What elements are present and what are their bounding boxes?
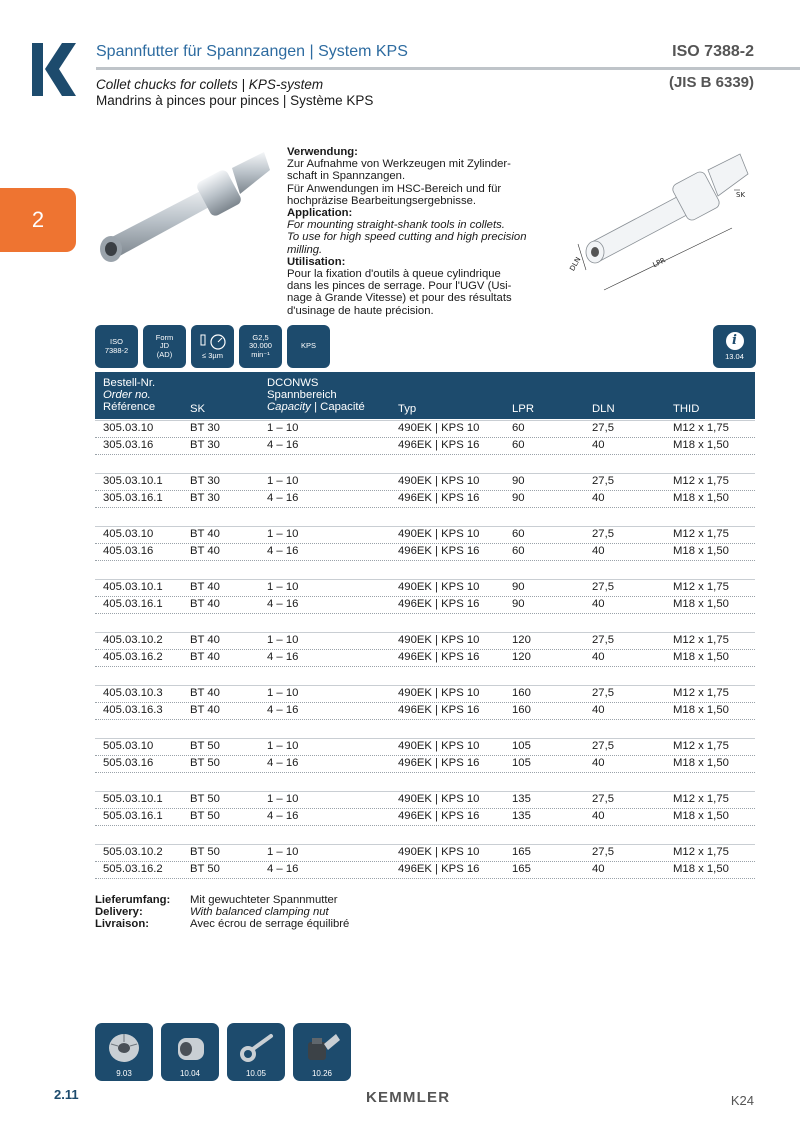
table-row[interactable] [95, 633, 755, 650]
thread-cell: M18 x 1,50 [673, 704, 729, 716]
table-row-group [95, 685, 755, 720]
lpr-cell: 135 [512, 810, 531, 822]
dln-cell: 27,5 [592, 687, 614, 699]
table-row-group [95, 526, 755, 561]
table-row-group [95, 579, 755, 614]
icon-label: JD [159, 341, 170, 351]
thread-cell: M18 x 1,50 [673, 651, 729, 663]
order-number-cell: 505.03.10.2 [103, 846, 163, 858]
order-number-cell: 305.03.16 [103, 439, 154, 451]
feature-icon-row [95, 325, 330, 368]
delivery-label-fr: Livraison: [95, 918, 149, 930]
thread-cell: M12 x 1,75 [673, 634, 729, 646]
collet-type-cell: 490EK | KPS 10 [398, 581, 480, 593]
usage-heading-fr: Utilisation: [287, 255, 346, 268]
clamping-nut-accessory[interactable] [161, 1023, 219, 1081]
page-title: Spannfutter für Spannzangen | System KPS [96, 43, 408, 60]
table-row[interactable] [95, 862, 755, 879]
wrench-accessory[interactable] [227, 1023, 285, 1081]
lpr-cell: 160 [512, 687, 531, 699]
chapter-tab[interactable]: 2 [0, 188, 76, 252]
dln-cell: 40 [592, 651, 605, 663]
sk-cell: BT 30 [190, 492, 220, 504]
header-cap-de: Spannbereich [267, 389, 337, 401]
dln-cell: 40 [592, 545, 605, 557]
accessory-label: 10.04 [179, 1069, 201, 1078]
header-rule [96, 67, 800, 70]
order-number-cell: 405.03.16.2 [103, 651, 163, 663]
sk-cell: BT 50 [190, 740, 220, 752]
order-number-cell: 405.03.16 [103, 545, 154, 557]
table-row[interactable] [95, 491, 755, 508]
lpr-cell: 90 [512, 475, 525, 487]
delivery-value-fr: Avec écrou de serrage équilibré [190, 918, 350, 930]
table-row-group [95, 473, 755, 508]
sk-cell: BT 30 [190, 439, 220, 451]
standard-label: ISO 7388-2 [672, 43, 754, 60]
dln-cell: 40 [592, 492, 605, 504]
header-cap-en: Capacity [267, 401, 311, 413]
lpr-cell: 105 [512, 740, 531, 752]
header-typ: Typ [398, 403, 417, 415]
table-row[interactable] [95, 580, 755, 597]
usage-line-fr: dans les pinces de serrage. Pour l'UGV (Usi- [287, 280, 512, 293]
dln-cell: 27,5 [592, 740, 614, 752]
usage-line-fr: Pour la fixation d'outils à queue cylindrique [287, 268, 501, 281]
icon-label: min⁻¹ [251, 349, 270, 359]
usage-line-de: Zur Aufnahme von Werkzeugen mit Zylinder- [287, 158, 511, 171]
icon-label: ≤ 3µm [202, 351, 223, 361]
capacity-cell: 4 – 16 [267, 704, 299, 716]
thread-cell: M18 x 1,50 [673, 810, 729, 822]
header-thid: THID [673, 403, 700, 415]
icon-label: 7388-2 [104, 345, 129, 355]
dln-cell: 27,5 [592, 422, 614, 434]
capacity-cell: 1 – 10 [267, 422, 299, 434]
accessory-label: 10.05 [245, 1069, 267, 1078]
thread-cell: M18 x 1,50 [673, 757, 729, 769]
table-row-group [95, 632, 755, 667]
thread-cell: M12 x 1,75 [673, 793, 729, 805]
wrench-icon [236, 1030, 276, 1066]
balance-icon [239, 325, 282, 368]
collet-type-cell: 490EK | KPS 10 [398, 422, 480, 434]
dln-cell: 40 [592, 598, 605, 610]
table-row[interactable] [95, 792, 755, 809]
dial-gauge-icon [199, 332, 227, 352]
kps-icon [287, 325, 330, 368]
table-row[interactable] [95, 544, 755, 561]
product-table [95, 420, 755, 897]
order-number-cell: 305.03.10 [103, 422, 154, 434]
collet-type-cell: 490EK | KPS 10 [398, 634, 480, 646]
table-row[interactable] [95, 809, 755, 826]
collet-type-cell: 496EK | KPS 16 [398, 704, 480, 716]
sk-cell: BT 40 [190, 581, 220, 593]
capacity-cell: 1 – 10 [267, 581, 299, 593]
collet-type-cell: 496EK | KPS 16 [398, 810, 480, 822]
dln-cell: 27,5 [592, 793, 614, 805]
usage-line-de: schaft in Spannzangen. [287, 170, 406, 183]
drawing-label-dln: DLN [568, 255, 583, 273]
brand-name: KEMMLER [366, 1089, 451, 1106]
runout-icon [191, 325, 234, 368]
sk-cell: BT 40 [190, 545, 220, 557]
capacity-cell: 4 – 16 [267, 757, 299, 769]
description-block [287, 146, 557, 317]
collet-type-cell: 490EK | KPS 10 [398, 740, 480, 752]
thread-cell: M18 x 1,50 [673, 492, 729, 504]
usage-line-fr: nage à Grande Vitesse) et pour des résultats [287, 292, 512, 305]
thread-cell: M12 x 1,75 [673, 846, 729, 858]
page-number: 2.11 [54, 1087, 79, 1102]
info-icon[interactable] [713, 325, 756, 368]
lpr-cell: 105 [512, 757, 531, 769]
header-cap-code: DCONWS [267, 377, 319, 389]
table-row-group [95, 420, 755, 455]
collet-type-cell: 490EK | KPS 10 [398, 687, 480, 699]
collet-type-cell: 496EK | KPS 16 [398, 545, 480, 557]
capacity-cell: 4 – 16 [267, 598, 299, 610]
sk-cell: BT 40 [190, 704, 220, 716]
header-cap-fr: | Capacité [310, 401, 365, 413]
clamping-nut-icon [170, 1030, 210, 1066]
lpr-cell: 165 [512, 846, 531, 858]
table-row[interactable] [95, 597, 755, 614]
lpr-cell: 165 [512, 863, 531, 875]
table-row[interactable] [95, 845, 755, 862]
accessory-row [95, 1023, 351, 1081]
order-number-cell: 405.03.10.3 [103, 687, 163, 699]
info-icon-label: 13.04 [725, 352, 744, 361]
capacity-cell: 1 – 10 [267, 687, 299, 699]
table-row-group [95, 791, 755, 826]
sk-cell: BT 50 [190, 757, 220, 769]
capacity-cell: 4 – 16 [267, 651, 299, 663]
thread-cell: M12 x 1,75 [673, 475, 729, 487]
order-number-cell: 505.03.16.2 [103, 863, 163, 875]
sk-cell: BT 50 [190, 846, 220, 858]
usage-line-de: Für Anwendungen im HSC-Bereich und für [287, 182, 502, 195]
table-row[interactable] [95, 438, 755, 455]
capacity-cell: 1 – 10 [267, 528, 299, 540]
sk-cell: BT 40 [190, 651, 220, 663]
table-row[interactable] [95, 686, 755, 703]
assembly-device-icon [302, 1030, 342, 1066]
sk-cell: BT 30 [190, 475, 220, 487]
order-number-cell: 405.03.16.3 [103, 704, 163, 716]
thread-cell: M12 x 1,75 [673, 528, 729, 540]
standard-alt-label: (JIS B 6339) [668, 74, 754, 91]
header-ref-de: Bestell-Nr. [103, 377, 156, 389]
lpr-cell: 160 [512, 704, 531, 716]
dln-cell: 40 [592, 810, 605, 822]
accessory-label: 9.03 [116, 1069, 132, 1078]
capacity-cell: 4 – 16 [267, 492, 299, 504]
order-number-cell: 405.03.16.1 [103, 598, 163, 610]
info-glyph-icon: i [726, 332, 744, 350]
table-row[interactable] [95, 421, 755, 438]
dln-cell: 40 [592, 863, 605, 875]
collet-accessory[interactable] [95, 1023, 153, 1081]
sk-cell: BT 30 [190, 422, 220, 434]
dln-cell: 27,5 [592, 528, 614, 540]
icon-label: (AD) [156, 349, 173, 359]
form-icon [143, 325, 186, 368]
icon-label: Form [155, 332, 174, 342]
header-ref [103, 377, 155, 413]
lpr-cell: 90 [512, 581, 525, 593]
table-row[interactable] [95, 474, 755, 491]
sk-cell: BT 50 [190, 863, 220, 875]
collet-type-cell: 496EK | KPS 16 [398, 492, 480, 504]
order-number-cell: 305.03.16.1 [103, 492, 163, 504]
table-row[interactable] [95, 703, 755, 720]
drawing-label-sk: SK [736, 191, 746, 199]
order-number-cell: 505.03.10.1 [103, 793, 163, 805]
delivery-value-de: Mit gewuchteter Spannmutter [190, 894, 338, 906]
lpr-cell: 120 [512, 651, 531, 663]
capacity-cell: 4 – 16 [267, 810, 299, 822]
collet-type-cell: 490EK | KPS 10 [398, 528, 480, 540]
header-capacity [267, 377, 365, 413]
header-ref-en: Order no. [103, 389, 151, 401]
delivery-label-de: Lieferumfang: [95, 894, 171, 906]
collet-type-cell: 490EK | KPS 10 [398, 793, 480, 805]
collet-type-cell: 496EK | KPS 16 [398, 757, 480, 769]
usage-line-en: For mounting straight-shank tools in collets. [287, 219, 505, 232]
catalog-code: K24 [730, 1093, 754, 1108]
lpr-cell: 60 [512, 528, 525, 540]
thread-cell: M18 x 1,50 [673, 545, 729, 557]
product-photo [94, 148, 274, 270]
kemmler-logo [32, 43, 76, 96]
dln-cell: 40 [592, 757, 605, 769]
delivery-label-en: Delivery: [95, 906, 143, 918]
thread-cell: M12 x 1,75 [673, 422, 729, 434]
header-ref-fr: Référence [103, 401, 156, 413]
icon-label: ISO [110, 337, 123, 346]
sk-cell: BT 50 [190, 810, 220, 822]
drawing-label-lpr: LPR [651, 256, 667, 270]
thread-cell: M12 x 1,75 [673, 740, 729, 752]
sk-cell: BT 50 [190, 793, 220, 805]
header-lpr: LPR [512, 403, 534, 415]
sk-cell: BT 40 [190, 528, 220, 540]
thread-cell: M18 x 1,50 [673, 598, 729, 610]
usage-line-en: To use for high speed cutting and high precision [287, 231, 527, 244]
assembly-device-accessory[interactable] [293, 1023, 351, 1081]
icon-label: 30.000 [249, 341, 272, 351]
dln-cell: 40 [592, 704, 605, 716]
usage-line-fr: d'usinage de haute précision. [287, 304, 434, 317]
dln-cell: 27,5 [592, 634, 614, 646]
capacity-cell: 4 – 16 [267, 439, 299, 451]
icon-label: G2,5 [252, 332, 269, 342]
order-number-cell: 405.03.10.2 [103, 634, 163, 646]
capacity-cell: 1 – 10 [267, 793, 299, 805]
collet-type-cell: 490EK | KPS 10 [398, 475, 480, 487]
icon-label: KPS [300, 341, 316, 351]
table-header [95, 372, 755, 419]
table-row[interactable] [95, 527, 755, 544]
lpr-cell: 90 [512, 492, 525, 504]
header-dln: DLN [592, 403, 615, 415]
lpr-cell: 135 [512, 793, 531, 805]
lpr-cell: 60 [512, 422, 525, 434]
lpr-cell: 120 [512, 634, 531, 646]
order-number-cell: 505.03.10 [103, 740, 154, 752]
order-number-cell: 505.03.16.1 [103, 810, 163, 822]
accessory-label: 10.26 [311, 1069, 333, 1078]
iso-icon [95, 325, 138, 368]
order-number-cell: 405.03.10.1 [103, 581, 163, 593]
table-row[interactable] [95, 756, 755, 773]
dln-cell: 40 [592, 439, 605, 451]
page-title-fr: Mandrins à pinces pour pinces | Système KPS [96, 93, 374, 108]
sk-cell: BT 40 [190, 598, 220, 610]
collet-type-cell: 496EK | KPS 16 [398, 651, 480, 663]
collet-icon [104, 1030, 144, 1066]
technical-drawing [560, 148, 760, 308]
table-row[interactable] [95, 739, 755, 756]
collet-type-cell: 496EK | KPS 16 [398, 439, 480, 451]
dln-cell: 27,5 [592, 846, 614, 858]
order-number-cell: 305.03.10.1 [103, 475, 163, 487]
usage-heading-de: Verwendung: [287, 146, 358, 158]
capacity-cell: 1 – 10 [267, 475, 299, 487]
order-number-cell: 405.03.10 [103, 528, 154, 540]
usage-line-de: hochpräzise Bearbeitungsergebnisse. [287, 194, 477, 207]
header-sk: SK [190, 403, 206, 415]
lpr-cell: 90 [512, 598, 525, 610]
page-title-en: Collet chucks for collets | KPS-system [96, 77, 324, 92]
usage-line-en: milling. [287, 243, 323, 256]
usage-heading-en: Application: [287, 207, 353, 220]
collet-type-cell: 490EK | KPS 10 [398, 846, 480, 858]
capacity-cell: 1 – 10 [267, 740, 299, 752]
thread-cell: M18 x 1,50 [673, 863, 729, 875]
collet-type-cell: 496EK | KPS 16 [398, 863, 480, 875]
lpr-cell: 60 [512, 545, 525, 557]
table-row-group [95, 738, 755, 773]
capacity-cell: 1 – 10 [267, 634, 299, 646]
lpr-cell: 60 [512, 439, 525, 451]
delivery-value-en: With balanced clamping nut [190, 906, 329, 918]
capacity-cell: 4 – 16 [267, 545, 299, 557]
order-number-cell: 505.03.16 [103, 757, 154, 769]
dln-cell: 27,5 [592, 581, 614, 593]
thread-cell: M12 x 1,75 [673, 687, 729, 699]
capacity-cell: 1 – 10 [267, 846, 299, 858]
table-row[interactable] [95, 650, 755, 667]
sk-cell: BT 40 [190, 687, 220, 699]
sk-cell: BT 40 [190, 634, 220, 646]
collet-type-cell: 496EK | KPS 16 [398, 598, 480, 610]
thread-cell: M18 x 1,50 [673, 439, 729, 451]
dln-cell: 27,5 [592, 475, 614, 487]
capacity-cell: 4 – 16 [267, 863, 299, 875]
table-row-group [95, 844, 755, 879]
thread-cell: M12 x 1,75 [673, 581, 729, 593]
